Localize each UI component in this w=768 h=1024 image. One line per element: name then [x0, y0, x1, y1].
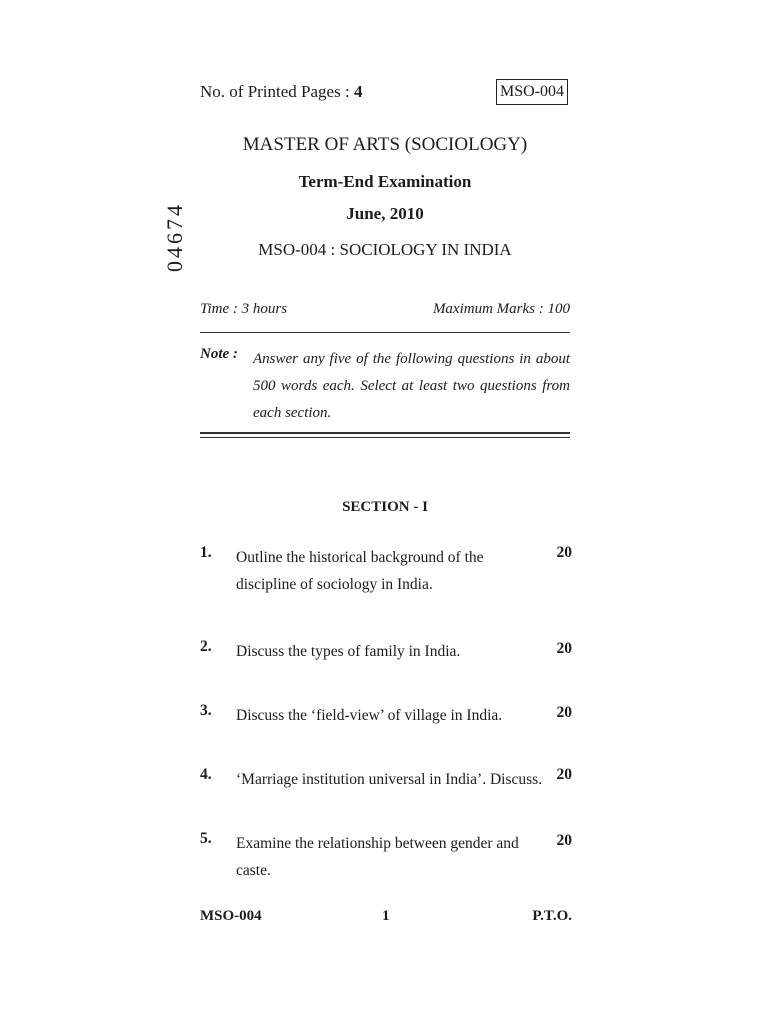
- question-marks: 20: [556, 832, 572, 849]
- question-marks: 20: [556, 766, 572, 783]
- question-number: 5.: [200, 830, 212, 847]
- divider-double-b: [200, 437, 570, 438]
- serial-number-text: 04674: [162, 202, 187, 272]
- question-marks: 20: [556, 544, 572, 561]
- note-label: Note :: [200, 346, 238, 362]
- time-row: [200, 301, 570, 318]
- footer-code: MSO-004: [200, 908, 262, 924]
- question-text: ‘Marriage institution universal in India’. Discuss.: [236, 771, 543, 788]
- maximum-marks: Maximum Marks : 100: [432, 301, 570, 317]
- note-text: Answer any five of the following questions in about 500 words each. Select at least two questions from each section.: [253, 351, 570, 421]
- question-number: 4.: [200, 766, 212, 783]
- question-text: Discuss the types of family in India.: [236, 643, 461, 660]
- serial-number: [152, 186, 192, 276]
- question-text: Outline the historical background of the discipline of sociology in India.: [236, 549, 484, 593]
- page-footer: [200, 908, 572, 925]
- paper-code-box: MSO-004: [496, 79, 568, 105]
- printed-pages: [200, 82, 362, 102]
- program-title: MASTER OF ARTS (SOCIOLOGY): [242, 134, 528, 155]
- page-number: 1: [382, 908, 390, 924]
- question-number: 2.: [200, 638, 212, 655]
- divider-top: [200, 332, 570, 333]
- time-allowed: Time : 3 hours: [200, 301, 288, 317]
- exam-title: Term-End Examination: [298, 172, 472, 191]
- question-text: Discuss the ‘field-view’ of village in India.: [236, 707, 503, 724]
- question-marks: 20: [556, 704, 572, 721]
- question-number: 3.: [200, 702, 212, 719]
- exam-date: June, 2010: [346, 204, 424, 223]
- pto-label: P.T.O.: [532, 908, 572, 924]
- course-title: MSO-004 : SOCIOLOGY IN INDIA: [258, 240, 512, 259]
- question-number: 1.: [200, 544, 212, 561]
- section-heading: SECTION - I: [342, 499, 428, 515]
- divider-double-a: [200, 432, 570, 434]
- question-text: Examine the relationship between gender and caste.: [236, 835, 519, 879]
- printed-pages-value: 4: [353, 82, 363, 101]
- printed-pages-label: No. of Printed Pages :: [200, 82, 350, 101]
- question-marks: 20: [556, 640, 572, 657]
